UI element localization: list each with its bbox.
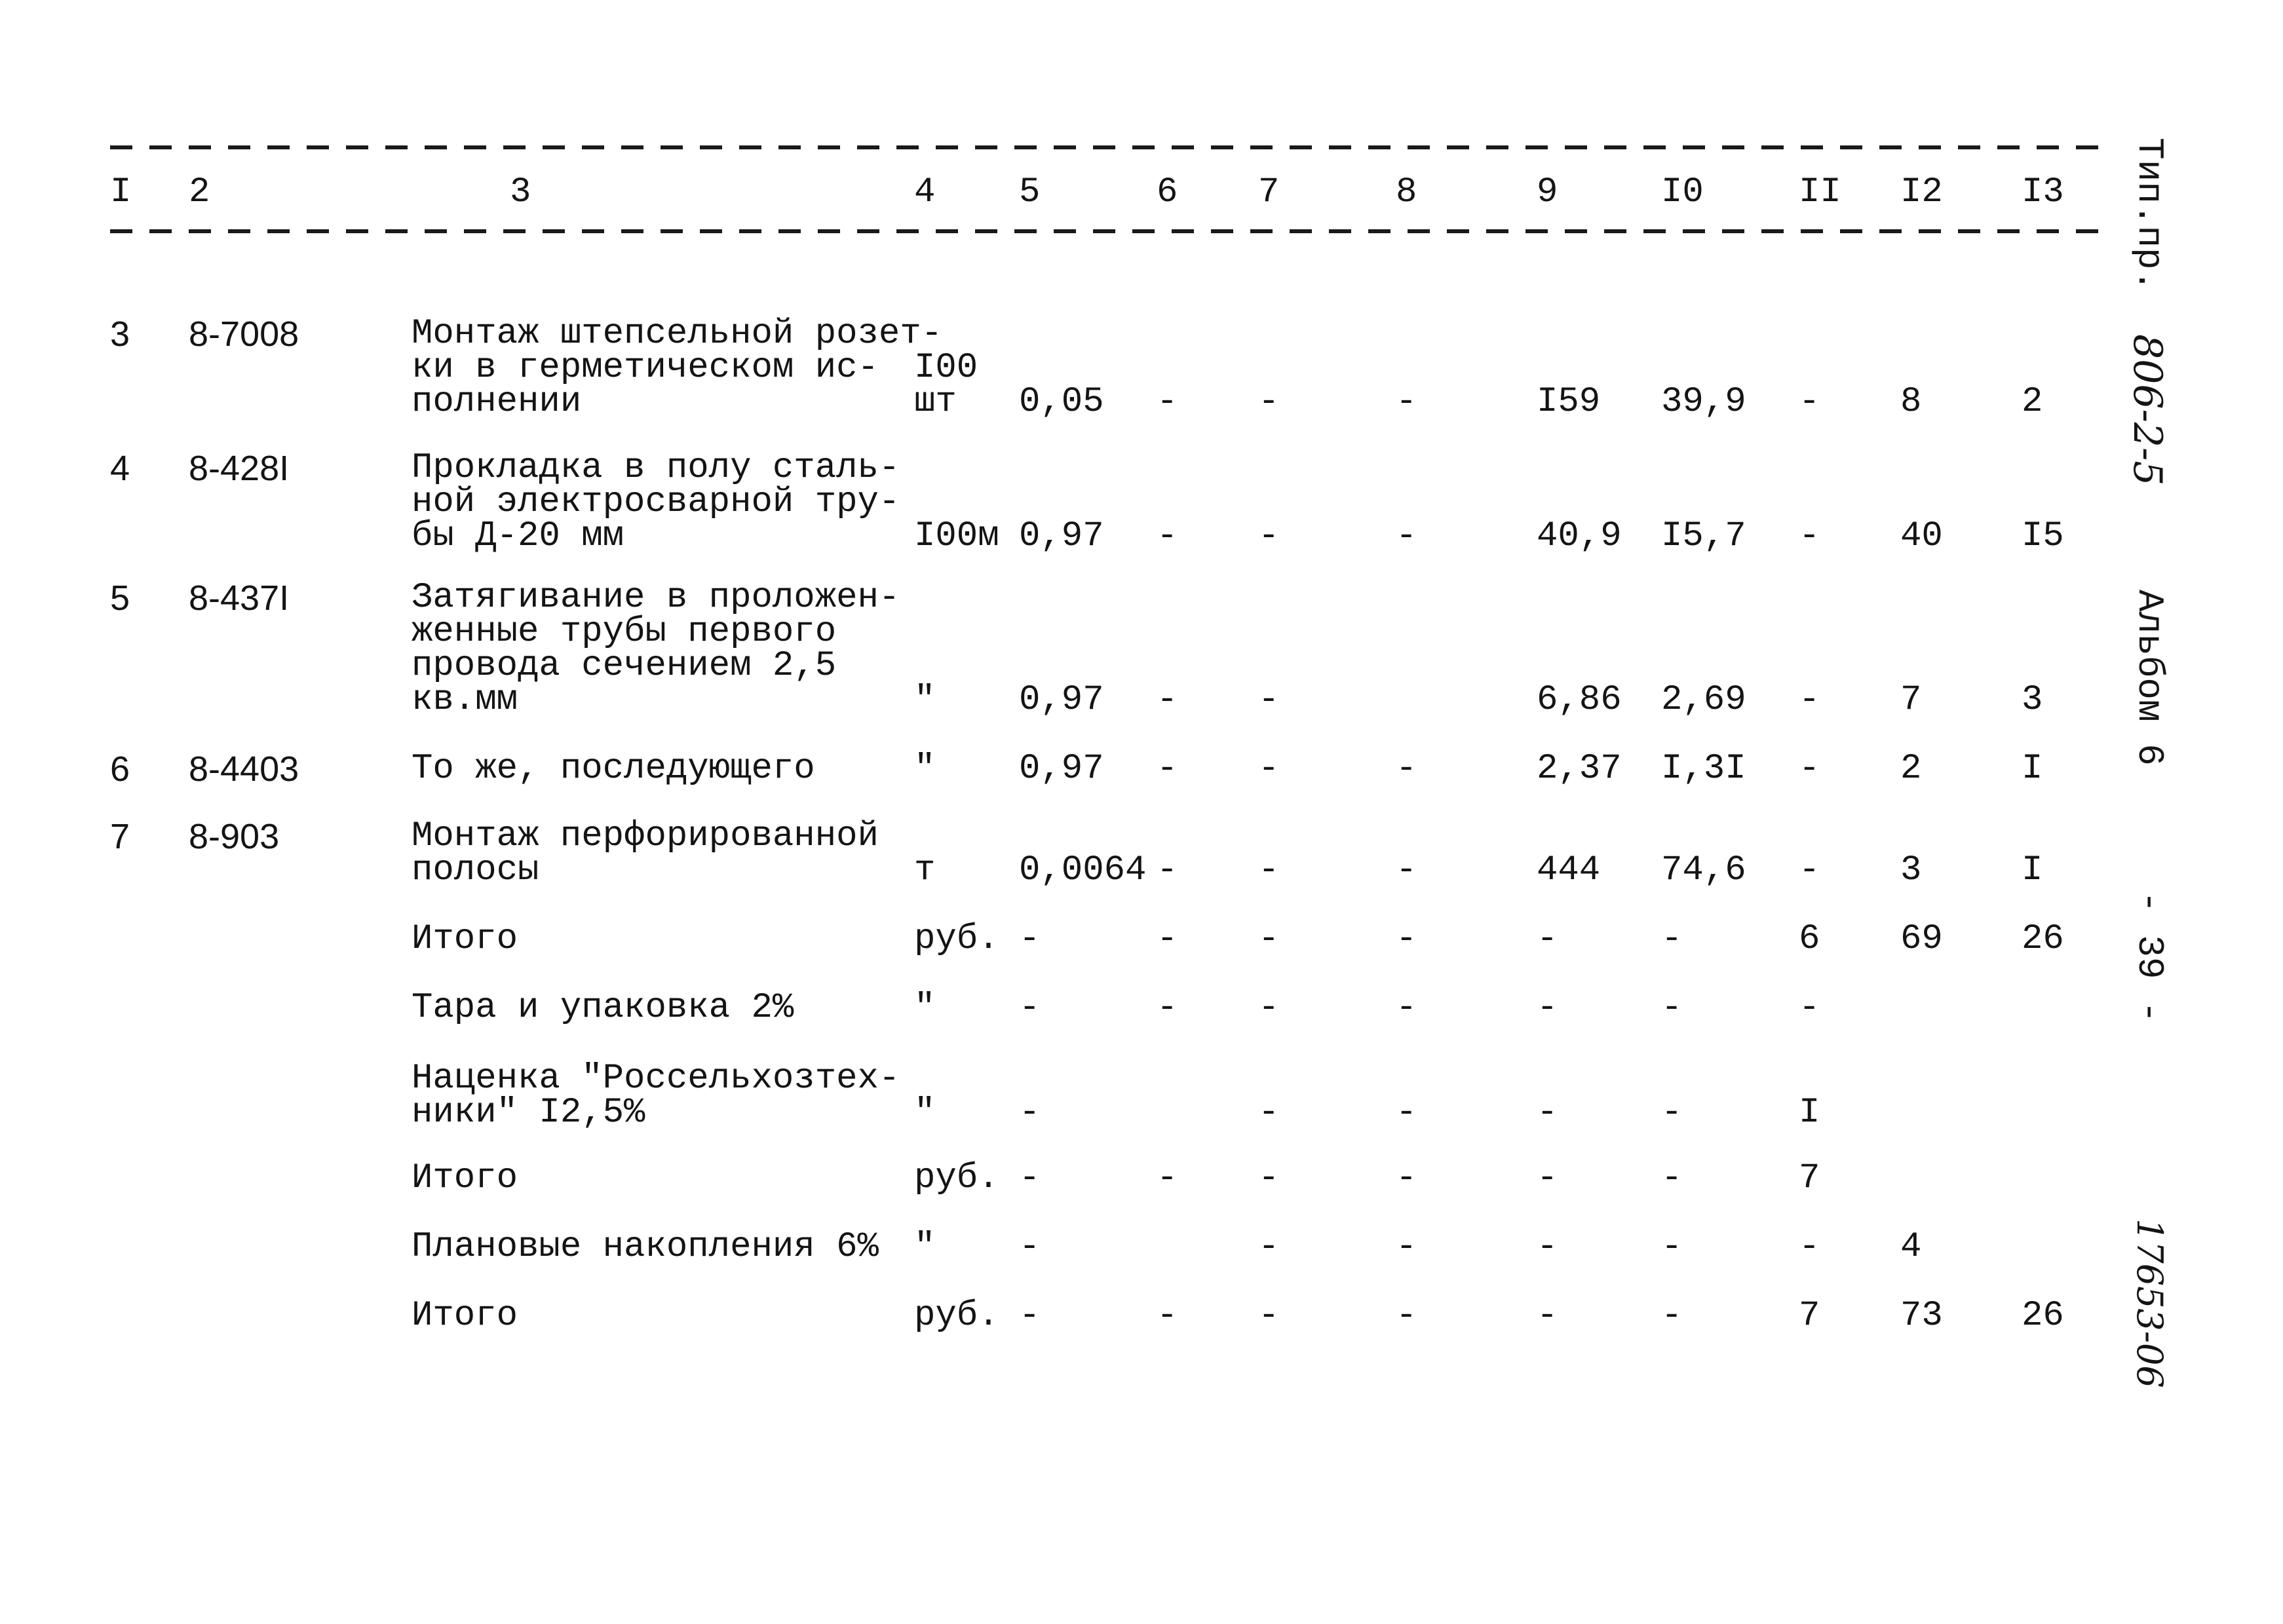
cell-col-12: 8 xyxy=(1900,382,1922,422)
cell-col-5: - xyxy=(1019,1227,1041,1267)
cell-col-1: 4 xyxy=(110,449,130,488)
header-col-3: 3 xyxy=(510,172,531,212)
cell-col-7: - xyxy=(1258,1296,1280,1336)
cell-col-1: 7 xyxy=(110,817,130,856)
cell-col-13: 3 xyxy=(2022,680,2043,720)
cell-col-7: - xyxy=(1258,680,1280,720)
cell-col-10: - xyxy=(1661,919,1683,959)
cell-col-6: - xyxy=(1157,988,1178,1028)
cell-col-4: " xyxy=(914,749,936,789)
cell-col-1: 5 xyxy=(110,578,130,618)
cell-col-12: 69 xyxy=(1900,919,1943,959)
cell-col-4: " xyxy=(914,1093,936,1133)
cell-col-5: 0,97 xyxy=(1019,516,1104,556)
cell-col-9: 40,9 xyxy=(1537,516,1622,556)
cell-col-5: - xyxy=(1019,1093,1041,1133)
cell-col-6: - xyxy=(1157,516,1178,556)
cell-col-13: 2 xyxy=(2022,382,2043,422)
header-col-1: I xyxy=(110,172,132,212)
cell-col-6: - xyxy=(1157,850,1178,890)
cell-col-11: - xyxy=(1799,749,1820,789)
cell-col-11: 6 xyxy=(1799,919,1820,959)
cell-col-3: Плановые накопления 6% xyxy=(412,1227,879,1267)
cell-col-11: I xyxy=(1799,1093,1820,1133)
margin-series: Тип.пр. xyxy=(2128,138,2170,292)
cell-col-3: Итого xyxy=(412,1296,518,1336)
cell-col-6: - xyxy=(1157,1158,1178,1198)
cell-col-2: 8-903 xyxy=(189,817,280,856)
cell-col-2: 8-4403 xyxy=(189,749,299,789)
cell-col-4: " xyxy=(914,988,936,1028)
cell-col-10: I,3I xyxy=(1661,749,1746,789)
cell-col-3: Затягивание в проложен- женные трубы первого провода сечением 2,5 кв.мм xyxy=(412,578,900,720)
cell-col-10: 74,6 xyxy=(1661,850,1746,890)
cell-col-1: 3 xyxy=(110,314,130,354)
cell-col-3: То же, последующего xyxy=(412,749,815,789)
header-col-2: 2 xyxy=(189,172,210,212)
cell-col-5: 0,97 xyxy=(1019,680,1104,720)
cell-col-4: I00 шт xyxy=(914,348,978,422)
cell-col-5: 0,0064 xyxy=(1019,850,1147,890)
cell-col-11: 7 xyxy=(1799,1158,1820,1198)
cell-col-10: - xyxy=(1661,1227,1683,1267)
cell-col-6: - xyxy=(1157,919,1178,959)
cell-col-3: Монтаж перфорированной полосы xyxy=(412,816,879,890)
cell-col-5: 0,97 xyxy=(1019,749,1104,789)
cell-col-7: - xyxy=(1258,1158,1280,1198)
cell-col-12: 4 xyxy=(1900,1227,1922,1267)
cell-col-7: - xyxy=(1258,749,1280,789)
cell-col-9: - xyxy=(1537,919,1558,959)
cell-col-10: - xyxy=(1661,1158,1683,1198)
cell-col-13: I xyxy=(2022,749,2043,789)
cell-col-8: - xyxy=(1396,749,1417,789)
cell-col-11: - xyxy=(1799,680,1820,720)
header-col-10: I0 xyxy=(1661,172,1704,212)
cell-col-12: 3 xyxy=(1900,850,1922,890)
header-col-8: 8 xyxy=(1396,172,1417,212)
cell-col-7: - xyxy=(1258,850,1280,890)
cell-col-2: 8-428I xyxy=(189,449,290,488)
cell-col-3: Монтаж штепсельной розет- ки в герметическом ис- полнении xyxy=(412,314,943,422)
cell-col-12: 40 xyxy=(1900,516,1943,556)
cell-col-9: - xyxy=(1537,1158,1558,1198)
margin-project: 806-2-5 xyxy=(2124,334,2170,486)
cell-col-4: " xyxy=(914,1227,936,1267)
cell-col-9: - xyxy=(1537,988,1558,1028)
cell-col-1: 6 xyxy=(110,749,130,789)
cell-col-3: Итого xyxy=(412,919,518,959)
cell-col-9: - xyxy=(1537,1227,1558,1267)
cell-col-5: 0,05 xyxy=(1019,382,1104,422)
cell-col-5: - xyxy=(1019,988,1041,1028)
header-col-5: 5 xyxy=(1019,172,1041,212)
header-top-rule xyxy=(110,145,2109,149)
cell-col-7: - xyxy=(1258,919,1280,959)
cell-col-12: 7 xyxy=(1900,680,1922,720)
cell-col-8: - xyxy=(1396,516,1417,556)
cell-col-10: - xyxy=(1661,1093,1683,1133)
cell-col-12: 2 xyxy=(1900,749,1922,789)
header-col-9: 9 xyxy=(1537,172,1558,212)
cell-col-3: Прокладка в полу сталь- ной электросварной тру- бы Д-20 мм xyxy=(412,448,900,556)
cell-col-8: - xyxy=(1396,1158,1417,1198)
header-col-12: I2 xyxy=(1900,172,1943,212)
header-col-6: 6 xyxy=(1157,172,1178,212)
cell-col-4: руб. xyxy=(914,1296,999,1336)
cell-col-8: - xyxy=(1396,1227,1417,1267)
cell-col-7: - xyxy=(1258,382,1280,422)
cell-col-10: - xyxy=(1661,988,1683,1028)
cell-col-5: - xyxy=(1019,1296,1041,1336)
cell-col-12: 73 xyxy=(1900,1296,1943,1336)
margin-album: Альбом 6 xyxy=(2128,590,2170,766)
cell-col-9: 444 xyxy=(1537,850,1601,890)
cell-col-9: - xyxy=(1537,1296,1558,1336)
cell-col-9: I59 xyxy=(1537,382,1601,422)
cell-col-13: 26 xyxy=(2022,1296,2064,1336)
cell-col-6: - xyxy=(1157,680,1178,720)
cell-col-4: " xyxy=(914,680,936,720)
cell-col-3: Тара и упаковка 2% xyxy=(412,988,794,1028)
cell-col-10: I5,7 xyxy=(1661,516,1746,556)
cell-col-7: - xyxy=(1258,988,1280,1028)
cell-col-2: 8-437I xyxy=(189,578,290,618)
cell-col-7: - xyxy=(1258,516,1280,556)
cell-col-5: - xyxy=(1019,1158,1041,1198)
cell-col-8: - xyxy=(1396,988,1417,1028)
margin-code: 17653-06 xyxy=(2129,1218,2170,1388)
cell-col-11: - xyxy=(1799,850,1820,890)
cell-col-8: - xyxy=(1396,382,1417,422)
cell-col-10: - xyxy=(1661,1296,1683,1336)
cell-col-9: 2,37 xyxy=(1537,749,1622,789)
header-col-11: II xyxy=(1799,172,1841,212)
header-col-7: 7 xyxy=(1258,172,1280,212)
header-col-4: 4 xyxy=(914,172,936,212)
cell-col-3: Итого xyxy=(412,1158,518,1198)
cell-col-8: - xyxy=(1396,919,1417,959)
cell-col-6: - xyxy=(1157,382,1178,422)
cell-col-7: - xyxy=(1258,1227,1280,1267)
cell-col-9: - xyxy=(1537,1093,1558,1133)
cell-col-13: I5 xyxy=(2022,516,2064,556)
cell-col-11: - xyxy=(1799,516,1820,556)
cell-col-4: I00м xyxy=(914,516,999,556)
cell-col-9: 6,86 xyxy=(1537,680,1622,720)
cell-col-13: I xyxy=(2022,850,2043,890)
cell-col-4: т xyxy=(914,850,936,890)
cell-col-8: - xyxy=(1396,1296,1417,1336)
cell-col-8: - xyxy=(1396,850,1417,890)
cell-col-11: - xyxy=(1799,1227,1820,1267)
cell-col-2: 8-7008 xyxy=(189,314,299,354)
cell-col-11: 7 xyxy=(1799,1296,1820,1336)
cell-col-3: Наценка "Россельхозтех- ники" I2,5% xyxy=(412,1059,900,1133)
cell-col-4: руб. xyxy=(914,1158,999,1198)
cell-col-13: 26 xyxy=(2022,919,2064,959)
header-bottom-rule xyxy=(110,229,2109,233)
cell-col-5: - xyxy=(1019,919,1041,959)
cell-col-6: - xyxy=(1157,749,1178,789)
cell-col-4: руб. xyxy=(914,919,999,959)
cell-col-11: - xyxy=(1799,988,1820,1028)
cell-col-8: - xyxy=(1396,1093,1417,1133)
cell-col-7: - xyxy=(1258,1093,1280,1133)
cell-col-11: - xyxy=(1799,382,1820,422)
cell-col-6: - xyxy=(1157,1296,1178,1336)
header-col-13: I3 xyxy=(2022,172,2064,212)
cell-col-10: 39,9 xyxy=(1661,382,1746,422)
cell-col-10: 2,69 xyxy=(1661,680,1746,720)
margin-page-number: - 39 - xyxy=(2128,891,2170,1023)
